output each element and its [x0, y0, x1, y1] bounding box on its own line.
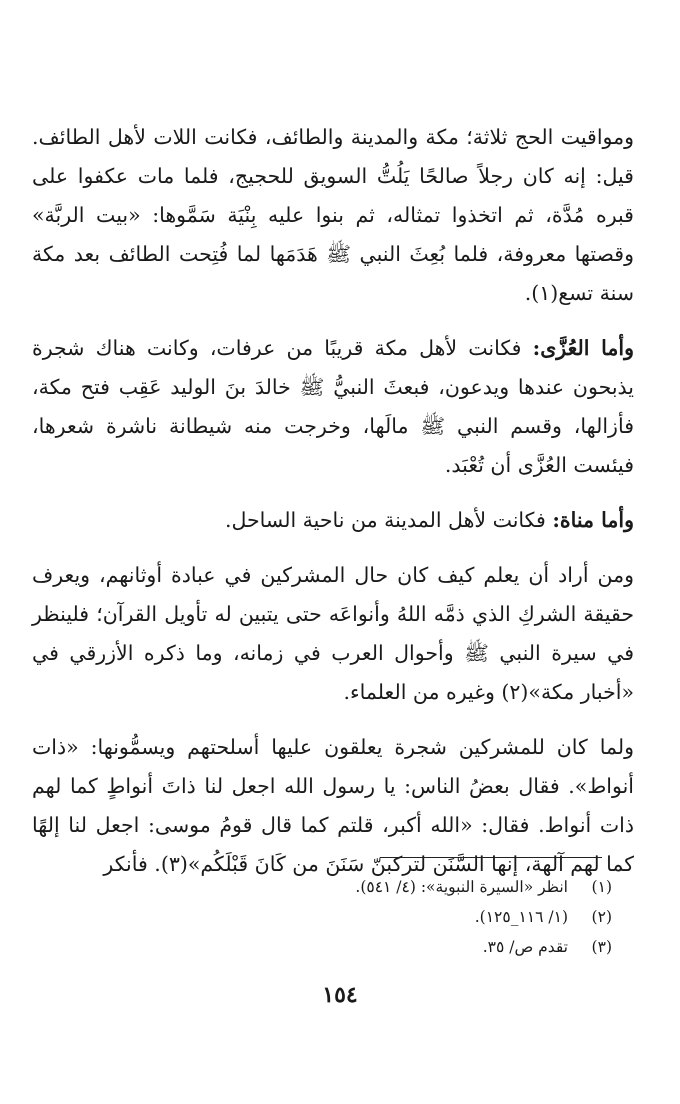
paragraph-heading: وأما مناة:	[552, 508, 634, 532]
paragraph-text: ومواقيت الحج ثلاثة؛ مكة والمدينة والطائف، فكانت اللات لأهل الطائف. قيل: إنه كان رجلاً صالحًا يَلُتُّ السويق للحجيج، فلما مات عكفوا على قبره مُدَّة، ثم اتخذوا تمثاله، ثم بنوا عليه بِنْيَة سَمَّوها: «بيت الربَّة» وقصتها معروفة، فلما بُعِثَ النبي ﷺ هَدَمَها لما فُتِحت الطائف بعد مكة سنة تسع(١).	[32, 125, 634, 305]
footnote-text: تقدم ص/ ٣٥.	[482, 938, 568, 956]
paragraph-heading: وأما العُزَّى:	[532, 336, 634, 360]
paragraph-text: ولما كان للمشركين شجرة يعلقون عليها أسلحتهم ويسمُّونها: «ذات أنواط». فقال بعضُ الناس: يا رسول الله اجعل لنا ذاتَ أنواطٍ كما لهم ذات أنواط. فقال: «الله أكبر، قلتم كما قال قومُ موسى: اجعل لنا إلهًا كما لهم آلهة، إنها السَّنَن لتركبنّ سَنَنَ من كَانَ قَبْلَكُم»(٣). فأنكر	[32, 735, 634, 876]
footnote-text: انظر «السيرة النبوية»: (٤/ ٥٤١).	[355, 878, 568, 896]
footnote	[60, 902, 612, 932]
paragraph-text: فكانت لأهل مكة قريبًا من عرفات، وكانت هناك شجرة يذبحون عندها ويدعون، فبعثَ النبيُّ ﷺ خالدَ بنَ الوليد عَقِب فتح مكة، فأزالها، وقسم النبي ﷺ مالَها، وخرجت منه شيطانة ناشرة شعرها، فيئست العُزَّى أن تُعْبَد.	[32, 336, 634, 477]
footnote-number: (١)	[591, 878, 612, 896]
paragraph-anwat	[32, 728, 634, 884]
footnote-text: (١/ ١١٦_١٢٥).	[474, 908, 568, 926]
footnotes	[60, 872, 612, 962]
paragraph-text: فكانت لأهل المدينة من ناحية الساحل.	[224, 508, 553, 532]
main-text	[32, 118, 634, 900]
footnote-separator	[380, 857, 602, 858]
page-number: ١٥٤	[322, 982, 358, 1008]
footnote-number: (٣)	[591, 938, 612, 956]
paragraph-mawaqit	[32, 118, 634, 313]
paragraph-manat	[32, 501, 634, 540]
paragraph-shirk	[32, 556, 634, 712]
paragraph-text: ومن أراد أن يعلم كيف كان حال المشركين في عبادة أوثانهم، ويعرف حقيقة الشركِ الذي ذمَّه اللهُ وأنواعَه حتى يتبين له تأويل القرآن؛ فلينظر في سيرة النبي ﷺ وأحوال العرب في زمانه، وما ذكره الأزرقي في «أخبار مكة»(٢) وغيره من العلماء.	[32, 563, 634, 704]
footnote	[60, 872, 612, 902]
paragraph-uzza	[32, 329, 634, 485]
footnote	[60, 932, 612, 962]
footnote-number: (٢)	[591, 908, 612, 926]
